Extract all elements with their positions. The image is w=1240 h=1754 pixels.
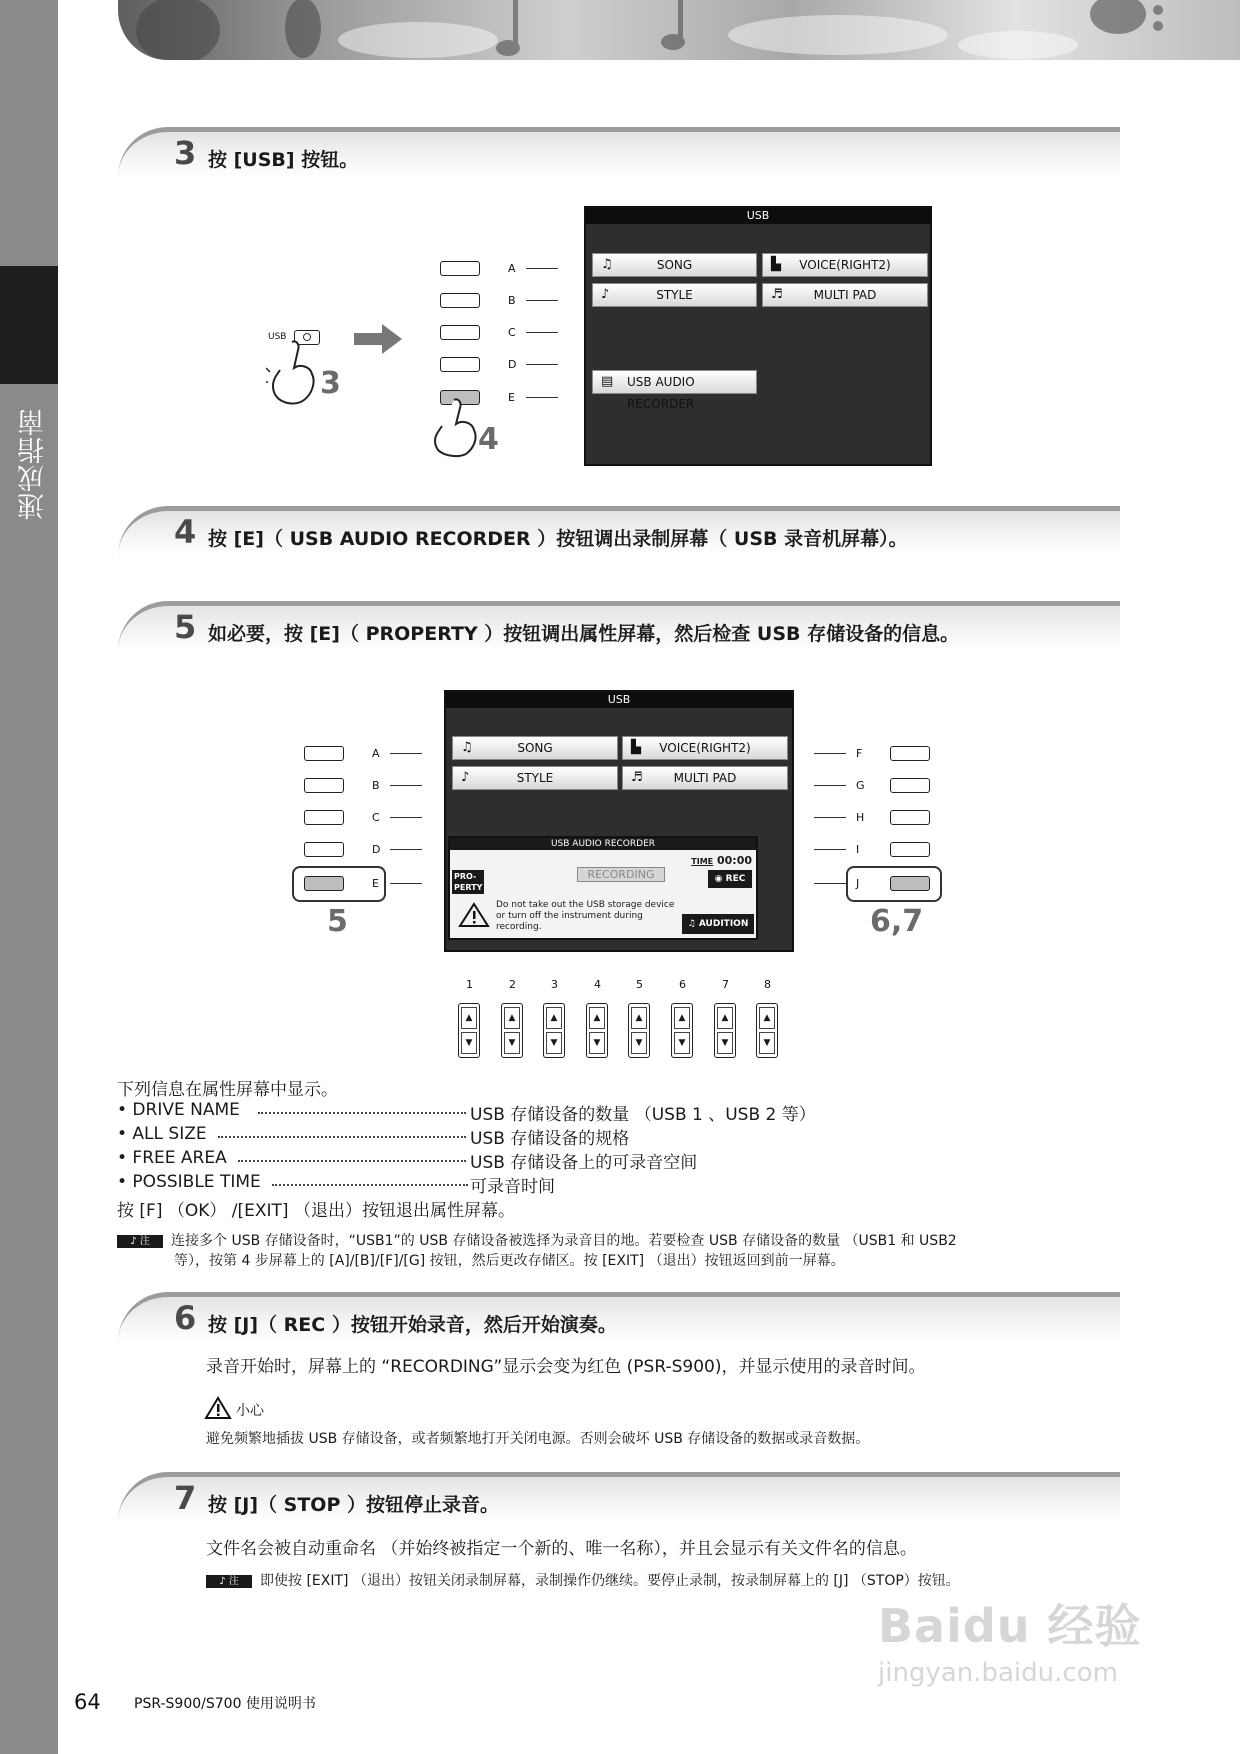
- down-arrow-icon[interactable]: ▼: [674, 1032, 690, 1054]
- up-down-button-7[interactable]: [714, 1003, 736, 1058]
- up-down-button-1[interactable]: [458, 1003, 480, 1058]
- style-label: STYLE: [516, 771, 554, 785]
- music-note-icon: ♫: [601, 257, 613, 272]
- callout-number: 4: [478, 422, 499, 457]
- recorder-title: USB AUDIO RECORDER: [450, 838, 756, 850]
- info-intro: 下列信息在属性屏幕中显示。: [117, 1080, 338, 1100]
- panel-letter: D: [508, 358, 517, 371]
- record-icon: ◉: [714, 874, 723, 884]
- panel-letter: D: [372, 843, 381, 856]
- usb-screen: [584, 206, 932, 466]
- panel-button-a[interactable]: [440, 261, 480, 276]
- info-exit-text: 按 [F] （OK） /[EXIT] （退出）按钮退出属性屏幕。: [117, 1201, 515, 1221]
- step-title: 按 [J]（ REC ）按钮开始录音，然后开始演奏。: [208, 1314, 617, 1336]
- pointing-hand-icon: [266, 338, 326, 408]
- note-badge: [206, 1575, 252, 1588]
- step-title: 如必要，按 [E]（ PROPERTY ）按钮调出属性屏幕，然后检查 USB 存储设备的信息。: [208, 623, 960, 645]
- note-icon: ♪: [219, 1575, 229, 1587]
- leader-dots: [238, 1160, 466, 1162]
- down-arrow-icon[interactable]: ▼: [589, 1032, 605, 1054]
- panel-button-b[interactable]: [304, 778, 344, 793]
- leader-line: [526, 397, 558, 398]
- panel-letter: A: [508, 262, 516, 275]
- style-icon: ♪: [601, 287, 610, 302]
- piano-icon: ▙: [771, 257, 781, 272]
- leader-line: [390, 883, 422, 884]
- drum-icon: ♬: [771, 287, 783, 302]
- music-note-icon: ♫: [461, 740, 473, 755]
- manual-title: PSR-S900/S700 使用说明书: [134, 1696, 316, 1712]
- leader-line: [814, 785, 846, 786]
- multipad-label: MULTI PAD: [673, 771, 737, 785]
- down-arrow-icon[interactable]: ▼: [546, 1032, 562, 1054]
- info-item-value: USB 存储设备的数量 （USB 1 、USB 2 等）: [470, 1105, 816, 1125]
- up-down-button-3[interactable]: [543, 1003, 565, 1058]
- step-6-bar: [118, 1292, 1120, 1342]
- note-line: [206, 1570, 960, 1590]
- leader-line: [390, 817, 422, 818]
- panel-button-d[interactable]: [440, 357, 480, 372]
- time-value: 00:00: [716, 854, 752, 867]
- leader-line: [814, 753, 846, 754]
- caution-label: 小心: [236, 1403, 264, 1419]
- watermark-url: jingyan.baidu.com: [878, 1658, 1118, 1688]
- up-down-button-8[interactable]: [756, 1003, 778, 1058]
- step-7-bar: [118, 1472, 1120, 1522]
- arrow-right-icon: [354, 324, 404, 354]
- rec-button[interactable]: [708, 870, 752, 888]
- panel-button-d[interactable]: [304, 842, 344, 857]
- style-button[interactable]: [452, 766, 618, 790]
- voice-right2-button[interactable]: [622, 736, 788, 760]
- step7-body: 文件名会被自动重命名 （并始终被指定一个新的、唯一名称），并且会显示有关文件名的信息。: [206, 1539, 917, 1559]
- voice-label: VOICE(RIGHT2): [799, 258, 891, 272]
- song-label: SONG: [517, 741, 553, 755]
- down-arrow-icon[interactable]: ▼: [759, 1032, 775, 1054]
- drum-icon: ♬: [631, 770, 643, 785]
- step-number: 7: [174, 1479, 197, 1517]
- step-3-bar: [118, 127, 1120, 177]
- panel-button-g[interactable]: [890, 778, 930, 793]
- song-button[interactable]: [452, 736, 618, 760]
- panel-button-a[interactable]: [304, 746, 344, 761]
- multipad-label: MULTI PAD: [813, 288, 877, 302]
- note-icon: ♪: [130, 1235, 140, 1247]
- panel-button-c[interactable]: [304, 810, 344, 825]
- info-item-key: • DRIVE NAME: [117, 1100, 240, 1120]
- step-title: 按 [USB] 按钮。: [208, 149, 359, 171]
- up-arrow-icon[interactable]: ▲: [674, 1007, 690, 1029]
- audition-icon: ♫: [687, 919, 696, 929]
- panel-button-b[interactable]: [440, 293, 480, 308]
- panel-button-f[interactable]: [890, 746, 930, 761]
- property-button[interactable]: [452, 870, 484, 894]
- sidebar: [0, 0, 58, 1754]
- panel-letter: B: [508, 294, 516, 307]
- screen-title: USB: [446, 692, 792, 708]
- property-line1: PRO-: [454, 872, 477, 881]
- info-item-value: 可录音时间: [470, 1177, 555, 1197]
- up-down-button-4[interactable]: [586, 1003, 608, 1058]
- step-title: 按 [E]（ USB AUDIO RECORDER ）按钮调出录制屏幕（ USB 录音机屏幕）。: [208, 528, 908, 550]
- usb-recorder-screen: [444, 690, 794, 952]
- time-display: [691, 854, 752, 867]
- panel-letter: E: [372, 877, 379, 890]
- note-line: [117, 1230, 957, 1250]
- screen-title: USB: [586, 208, 930, 224]
- number-button-label: 6: [679, 978, 686, 991]
- up-arrow-icon[interactable]: ▲: [546, 1007, 562, 1029]
- info-item-key: • FREE AREA: [117, 1148, 227, 1168]
- sidebar-label: 速成指南: [18, 408, 49, 520]
- usb-audio-recorder-button[interactable]: [592, 370, 757, 411]
- number-button-label: 1: [466, 978, 473, 991]
- note-badge: [117, 1235, 163, 1248]
- number-button-label: 7: [722, 978, 729, 991]
- leader-line: [526, 300, 558, 301]
- callout-number: 3: [320, 366, 341, 401]
- up-down-button-6[interactable]: [671, 1003, 693, 1058]
- leader-line: [814, 883, 846, 884]
- step-4-bar: [118, 506, 1120, 556]
- piano-icon: ▙: [631, 740, 641, 755]
- caution-text: 避免频繁地插拔 USB 存储设备，或者频繁地打开关闭电源。否则会破坏 USB 存储设备的数据或录音数据。: [206, 1431, 870, 1447]
- page-number: 64: [74, 1690, 101, 1714]
- leader-line: [390, 753, 422, 754]
- leader-line: [814, 849, 846, 850]
- up-arrow-icon[interactable]: ▲: [631, 1007, 647, 1029]
- note-badge-label: 注: [228, 1575, 239, 1587]
- panel-letter: E: [508, 391, 515, 404]
- caution-icon: [204, 1396, 232, 1420]
- leader-line: [390, 785, 422, 786]
- number-button-label: 8: [764, 978, 771, 991]
- step-number: 5: [174, 608, 197, 646]
- number-button-label: 5: [636, 978, 643, 991]
- up-arrow-icon[interactable]: ▲: [461, 1007, 477, 1029]
- style-icon: ♪: [461, 770, 470, 785]
- panel-letter: G: [856, 779, 865, 792]
- voice-right2-button[interactable]: [762, 253, 928, 277]
- info-item-key: • ALL SIZE: [117, 1124, 207, 1144]
- note-text: 即使按 [EXIT] （退出）按钮关闭录制屏幕，录制操作仍继续。要停止录制，按录制屏幕上的 [J] （STOP）按钮。: [260, 1573, 960, 1589]
- number-button-label: 4: [594, 978, 601, 991]
- panel-letter: F: [856, 747, 863, 760]
- warning-icon: [458, 902, 490, 928]
- watermark: [878, 1590, 1168, 1688]
- leader-line: [526, 364, 558, 365]
- leader-line: [814, 817, 846, 818]
- step-number: 3: [174, 134, 197, 172]
- note-badge-label: 注: [139, 1235, 150, 1247]
- up-arrow-icon[interactable]: ▲: [759, 1007, 775, 1029]
- panel-letter: B: [372, 779, 380, 792]
- up-arrow-icon[interactable]: ▲: [589, 1007, 605, 1029]
- watermark-brand: Baidu 经验: [878, 1599, 1142, 1653]
- recorder-label: USB AUDIO RECORDER: [627, 375, 695, 411]
- leader-line: [526, 332, 558, 333]
- step-number: 6: [174, 1299, 197, 1337]
- top-banner: [118, 0, 1240, 60]
- panel-letter: J: [856, 877, 860, 890]
- up-down-button-5[interactable]: [628, 1003, 650, 1058]
- recorder-icon: ▤: [601, 374, 614, 389]
- leader-line: [390, 849, 422, 850]
- up-down-button-2[interactable]: [501, 1003, 523, 1058]
- sidebar-tab: [0, 266, 58, 384]
- highlight-frame: [846, 866, 942, 902]
- panel-letter: A: [372, 747, 380, 760]
- step-title: 按 [J]（ STOP ）按钮停止录音。: [208, 1494, 500, 1516]
- voice-label: VOICE(RIGHT2): [659, 741, 751, 755]
- step6-body: 录音开始时，屏幕上的 “RECORDING”显示会变为红色 (PSR-S900)，并显示使用的录音时间。: [206, 1357, 926, 1377]
- number-button-label: 3: [551, 978, 558, 991]
- multi-pad-button[interactable]: [762, 283, 928, 307]
- step-number: 4: [174, 513, 197, 551]
- audition-label: AUDITION: [698, 919, 749, 929]
- note-line: 等），按第 4 步屏幕上的 [A]/[B]/[F]/[G] 按钮，然后更改存储区。按 [EXIT] （退出）按钮返回到前一屏幕。: [174, 1253, 845, 1269]
- down-arrow-icon[interactable]: ▼: [504, 1032, 520, 1054]
- leader-dots: [258, 1112, 466, 1114]
- panel-letter: H: [856, 811, 865, 824]
- warning-text: Do not take out the USB storage device or turn off the instrument during recording.: [496, 900, 675, 932]
- step-5-bar: [118, 601, 1120, 651]
- note-text: 连接多个 USB 存储设备时，“USB1”的 USB 存储设备被选择为录音目的地。若要检查 USB 存储设备的数量 （USB1 和 USB2: [171, 1233, 957, 1249]
- down-arrow-icon[interactable]: ▼: [461, 1032, 477, 1054]
- multi-pad-button[interactable]: [622, 766, 788, 790]
- up-arrow-icon[interactable]: ▲: [717, 1007, 733, 1029]
- down-arrow-icon[interactable]: ▼: [717, 1032, 733, 1054]
- style-button[interactable]: [592, 283, 757, 307]
- rec-label: REC: [725, 874, 746, 884]
- callout-number: 5: [327, 904, 348, 939]
- panel-button-i[interactable]: [890, 842, 930, 857]
- panel-letter: I: [856, 843, 860, 856]
- callout-number: 6,7: [870, 904, 924, 939]
- info-item-key: • POSSIBLE TIME: [117, 1172, 261, 1192]
- song-label: SONG: [656, 258, 693, 272]
- leader-line: [526, 268, 558, 269]
- time-label: TIME: [691, 857, 714, 866]
- panel-letter: C: [508, 326, 516, 339]
- down-arrow-icon[interactable]: ▼: [631, 1032, 647, 1054]
- audition-button[interactable]: [682, 914, 754, 934]
- recorder-panel: [448, 836, 758, 940]
- info-item-value: USB 存储设备的规格: [470, 1129, 630, 1149]
- leader-dots: [218, 1136, 466, 1138]
- style-label: STYLE: [656, 288, 693, 302]
- leader-dots: [272, 1184, 468, 1186]
- recording-indicator: RECORDING: [577, 867, 665, 882]
- music-decoration-icon: [118, 0, 1240, 60]
- property-line2: PERTY: [454, 883, 483, 892]
- usb-button-label: USB: [268, 332, 287, 342]
- panel-letter: C: [372, 811, 380, 824]
- up-arrow-icon[interactable]: ▲: [504, 1007, 520, 1029]
- panel-button-h[interactable]: [890, 810, 930, 825]
- info-item-value: USB 存储设备上的可录音空间: [470, 1153, 698, 1173]
- song-button[interactable]: [592, 253, 757, 277]
- panel-button-c[interactable]: [440, 325, 480, 340]
- number-button-label: 2: [509, 978, 516, 991]
